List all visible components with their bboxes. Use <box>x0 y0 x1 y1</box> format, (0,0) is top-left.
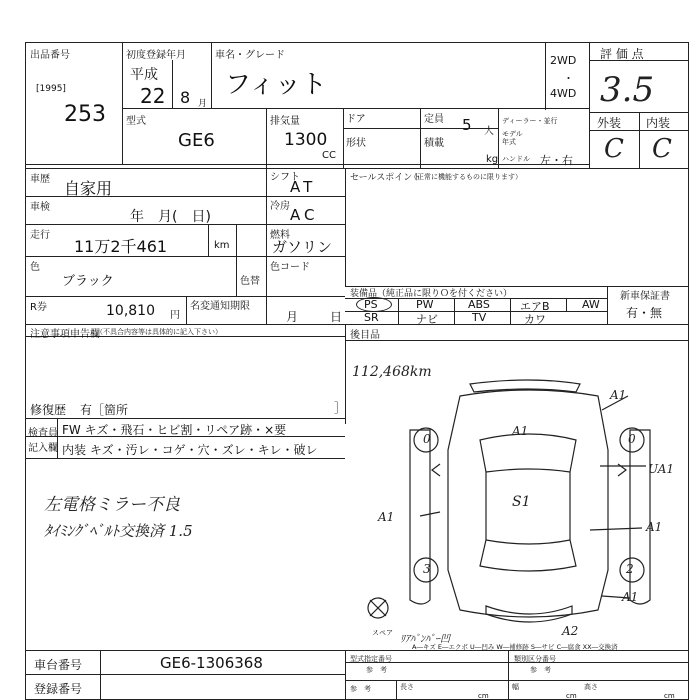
grade-label: 評 価 点 <box>600 47 644 61</box>
rear-bumper-shape <box>486 606 572 622</box>
tax-unit: 円 <box>170 310 180 321</box>
model-code: GE6 <box>178 130 215 151</box>
grade-value: 3.5 <box>600 70 655 110</box>
notice-sub: （不具合内容等は具体的に記入下さい） <box>96 328 222 336</box>
sales-label: セールスポイント <box>350 173 422 183</box>
reg-number-label: 登録番号 <box>34 682 83 696</box>
history-label: 車歴 <box>30 174 50 185</box>
spare-label: スペア <box>372 629 393 637</box>
drive-2wd: 2WD <box>550 54 577 67</box>
door-label: ドア <box>346 114 366 125</box>
tire-mark-fr: 0 <box>628 432 636 446</box>
history-value: 自家用 <box>64 179 113 198</box>
odometer-note: 112,468km <box>352 364 432 380</box>
capacity-unit: 人 <box>484 126 494 137</box>
era: 平成 <box>130 67 158 83</box>
chassis-label: 車台番号 <box>34 658 83 672</box>
length-label: 長さ <box>400 683 414 691</box>
width-label: 幅 <box>512 683 519 691</box>
mileage-label: 走行 <box>30 230 50 241</box>
ref-label-2: 参 考 <box>530 666 551 674</box>
spare-cross <box>370 600 386 616</box>
repair-value: 有［箇所 <box>80 403 129 417</box>
repair-close: ］ <box>334 401 347 415</box>
mark-right-door: UA1 <box>648 462 675 476</box>
warranty-value: 有・無 <box>626 306 663 320</box>
mark-right-rear: A1 <box>646 520 663 534</box>
equipment-title: 装備品（純正品に限りＯを付ください） <box>350 289 513 299</box>
tire-mark-fl: 0 <box>423 432 431 446</box>
lot-year: [1995] <box>36 84 66 94</box>
month-unit: 月 <box>198 99 208 109</box>
displacement-unit: CC <box>322 150 336 161</box>
damage-legend: A―キズ E―エクボ U―凹み W―補修跡 S―サビ C―腐食 XX―交換済 <box>412 643 618 651</box>
capacity: 5 <box>462 116 472 134</box>
mark-rear-right: A1 <box>622 590 639 604</box>
mileage-value: 11万2千461 <box>74 237 168 256</box>
inspector-label: 検査員 <box>28 428 58 439</box>
lot-number: 253 <box>64 102 106 127</box>
mark-rear-bumper: A2 <box>562 624 579 638</box>
mark-roof: S1 <box>512 494 531 510</box>
namechange-month: 月 <box>286 310 299 324</box>
equip-abs: ABS <box>468 298 490 311</box>
drive-4wd: 4WD <box>550 87 577 100</box>
tax-label: R券 <box>30 302 47 313</box>
type-num-label: 型式指定番号 <box>350 655 392 663</box>
mileage-unit: km <box>214 240 230 251</box>
shift-value: AT <box>290 178 317 196</box>
equip-leather: カワ <box>524 313 546 326</box>
dealer-label: ディーラー・並行 <box>502 117 558 125</box>
handle-label: ハンドル <box>502 155 530 163</box>
color-value: ブラック <box>62 274 114 289</box>
left-side-shape <box>410 430 430 604</box>
fuel-value: ガソリン <box>272 238 333 256</box>
length-unit: cm <box>478 692 489 700</box>
height-label: 高さ <box>584 683 598 691</box>
first-reg-label: 初度登録年月 <box>126 50 186 61</box>
handwritten-note-1: 左電格ミラー不良 <box>44 495 180 515</box>
inspection-label: 車検 <box>30 202 50 213</box>
inspection-value: 年 月( 日) <box>130 209 211 225</box>
mark-left-side: A1 <box>378 510 395 524</box>
model-label: 型式 <box>126 116 146 127</box>
equip-sr: SR <box>364 311 379 324</box>
equip-pw: PW <box>416 298 434 311</box>
record-label: 記入欄 <box>28 443 58 454</box>
mirror-left-shape <box>432 464 440 476</box>
displacement-label: 排気量 <box>270 116 300 127</box>
carname: フィット <box>225 70 327 100</box>
bottom-note: ﾘｱﾊﾞﾝﾊﾟｰ凹 <box>400 634 450 645</box>
equip-tv: TV <box>472 311 487 324</box>
exterior-grade: C <box>604 134 624 164</box>
right-side-shape <box>630 430 650 604</box>
equip-navi: ナビ <box>416 313 438 326</box>
tire-mark-rr: 2 <box>626 562 634 576</box>
width-unit: cm <box>566 692 577 700</box>
namechange-label: 名変通知期限 <box>190 301 250 312</box>
fw-line: FW キズ・飛石・ヒビ割・リペア跡・×要 <box>62 423 287 437</box>
interior-label: 内装 <box>646 116 671 130</box>
equip-airbag: エアB <box>520 300 550 313</box>
chassis-number: GE6-1306368 <box>160 654 263 672</box>
ref-label-3: 参 考 <box>350 685 371 693</box>
ref-label-1: 参 考 <box>366 666 387 674</box>
reg-year: 22 <box>140 84 166 108</box>
ac-label: 冷房 <box>270 201 290 212</box>
mark-front-right: A1 <box>610 388 627 402</box>
category-label: 類別区分番号 <box>514 655 556 663</box>
lot-label: 出品番号 <box>30 50 70 61</box>
model-year-label: モデル 年式 <box>502 130 523 146</box>
shift-label: シフト <box>270 172 300 183</box>
load-label: 積載 <box>424 138 444 149</box>
notice-label: 注意事項申告欄 <box>30 329 100 340</box>
handle-value: 左・右 <box>540 154 573 167</box>
colorcode-label: 色コード <box>270 262 310 273</box>
interior-grade: C <box>652 134 672 164</box>
capacity-label: 定員 <box>424 114 444 125</box>
tax-value: 10,810 <box>106 303 155 319</box>
rear-window-shape <box>480 540 576 571</box>
color-label: 色 <box>30 262 40 273</box>
reg-month: 8 <box>180 88 191 107</box>
height-unit: cm <box>664 692 675 700</box>
fuel-label: 燃料 <box>270 230 290 241</box>
leader-3 <box>590 528 642 530</box>
equip-aw: AW <box>582 298 600 311</box>
repaint-label: 色替 <box>240 276 260 287</box>
tire-mark-rl: 3 <box>423 562 431 576</box>
mark-hood: A1 <box>512 424 529 438</box>
drive-dot: ・ <box>563 72 574 85</box>
namechange-day: 日 <box>330 310 343 324</box>
interior-line: 内装 キズ・汚レ・コゲ・穴・ズレ・キレ・破レ <box>62 443 318 457</box>
exterior-label: 外装 <box>597 116 622 130</box>
sales-note: （正常に機能するものに限ります） <box>410 173 522 181</box>
ac-value: AC <box>290 206 319 224</box>
warranty-label: 新車保証書 <box>620 291 670 302</box>
windshield-shape <box>480 434 576 472</box>
load-unit: kg <box>486 154 499 165</box>
carname-label: 車名・グレード <box>215 50 285 61</box>
displacement: 1300 <box>284 130 328 150</box>
shape-label: 形状 <box>346 138 366 149</box>
handwritten-note-2: ﾀｲﾐﾝｸﾞﾍﾞﾙﾄ交換済 1.5 <box>44 522 193 540</box>
equip-ps: PS <box>364 298 378 311</box>
repair-label: 修復歴 <box>30 403 67 417</box>
rear-seat-label: 後目品 <box>350 330 380 341</box>
